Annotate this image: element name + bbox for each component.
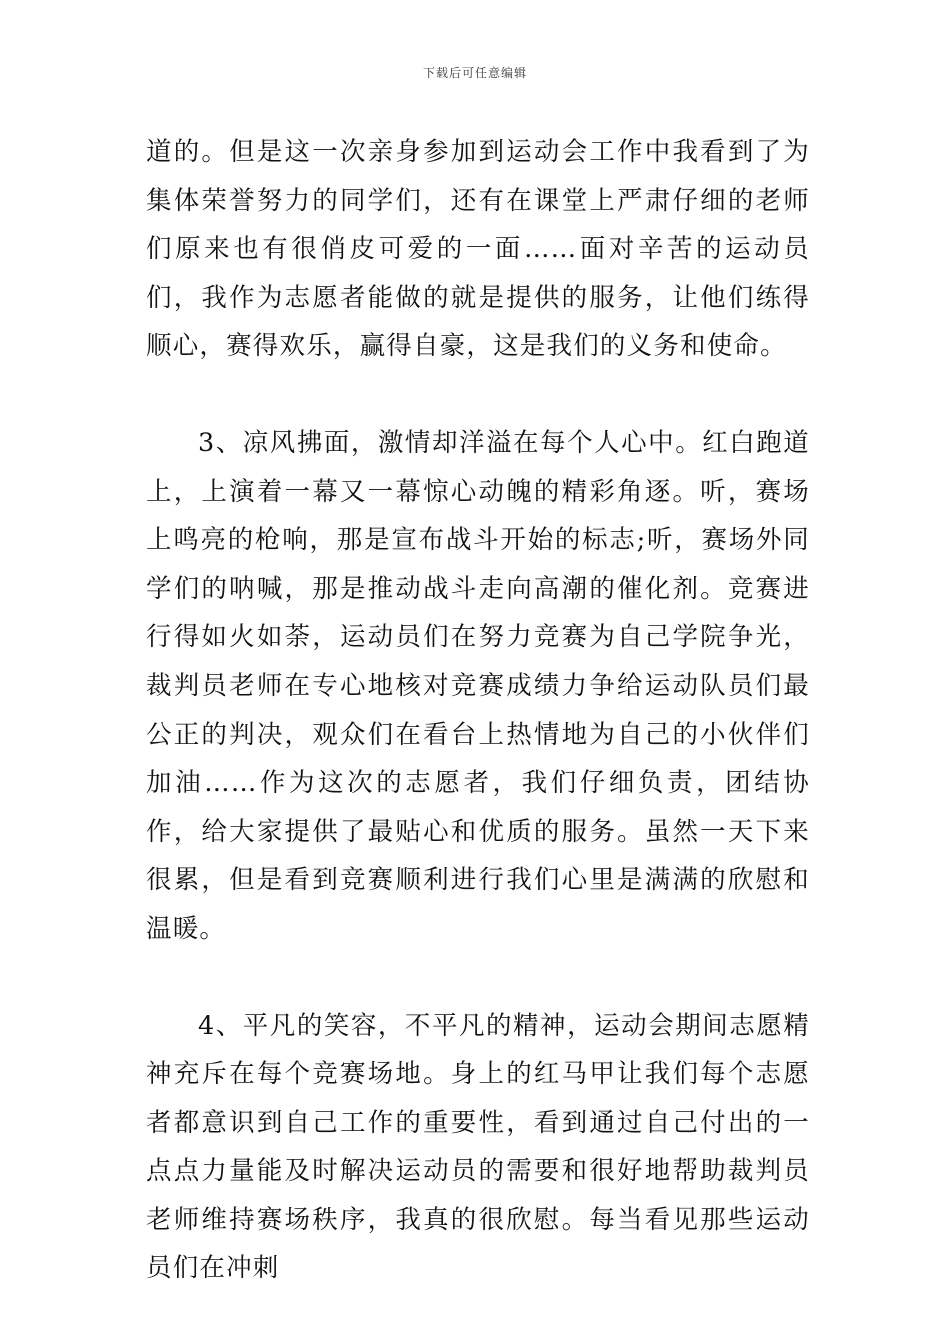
paragraph-gap [146,371,810,419]
page-header-note: 下载后可任意编辑 [422,66,527,80]
paragraph-item-4: 4、平凡的笑容，不平凡的精神，运动会期间志愿精神充斥在每个竞赛场地。身上的红马甲让我们每个志愿者都意识到自己工作的重要性，看到通过自己付出的一点点力量能及时解决运动员的需要和很好地帮助裁判员老师维持赛场秩序，我真的很欣慰。每当看见那些运动员们在冲刺 [146,1010,810,1284]
document-body [146,128,810,1293]
paragraph-item-3: 3、凉风拂面，激情却洋溢在每个人心中。红白跑道上，上演着一幕又一幕惊心动魄的精彩角逐。听，赛场上鸣亮的枪响，那是宣布战斗开始的标志;听，赛场外同学们的呐喊，那是推动战斗走向高潮的催化剂。竞赛进行得如火如荼，运动员们在努力竞赛为自己学院争光，裁判员老师在专心地核对竞赛成绩力争给运动队员们最公正的判决，观众们在看台上热情地为自己的小伙伴们加油……作为这次的志愿者，我们仔细负责，团结协作，给大家提供了最贴心和优质的服务。虽然一天下来很累，但是看到竞赛顺利进行我们心里是满满的欣慰和温暖。 [146,427,810,944]
paragraph-continuation: 道的。但是这一次亲身参加到运动会工作中我看到了为集体荣誉努力的同学们，还有在课堂上严肃仔细的老师们原来也有很俏皮可爱的一面……面对辛苦的运动员们，我作为志愿者能做的就是提供的服务，让他们练得顺心，赛得欢乐，赢得自豪，这是我们的义务和使命。 [146,137,810,362]
paragraph-gap [146,954,810,1002]
